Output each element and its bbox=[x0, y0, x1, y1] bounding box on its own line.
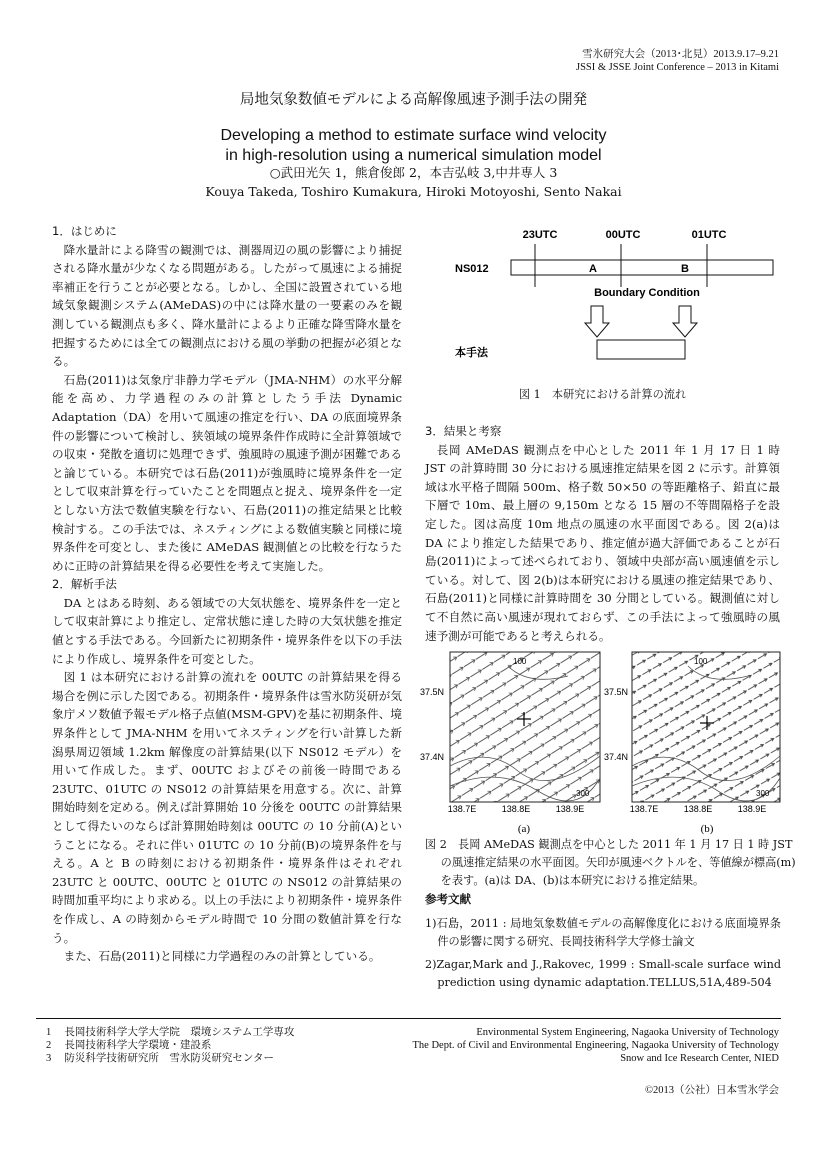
panel-b-contour-label-300: 300 bbox=[756, 789, 770, 798]
affiliation-en-1: Environmental System Engineering, Nagaoka University of Technology bbox=[476, 1027, 779, 1038]
section-heading-method: 2．解析手法 bbox=[52, 577, 117, 592]
panel-b-contour-label-100: 100 bbox=[694, 657, 708, 666]
point-a-label: A bbox=[589, 263, 597, 275]
affiliation-jp-3 bbox=[46, 1052, 294, 1065]
affiliation-text: 防災科学技術研究所 雪氷防災研究センター bbox=[64, 1053, 274, 1065]
affiliation-en-3: Snow and Ice Research Center, NIED bbox=[620, 1053, 779, 1065]
arrow-down-b-icon bbox=[673, 306, 697, 337]
affiliation-number: 2 bbox=[46, 1040, 52, 1052]
figure-2-wind-maps bbox=[418, 646, 783, 836]
paragraph-intro-2: 石島(2011)は気象庁非静力学モデル（JMA-NHM）の水平分解能を高め、力学過程のみの計算としたう手法 Dynamic Adaptation（DA）を用いて風速の推定を行い、DA の底面境界条件の影響について検討し、狭領域の境界条件作成時に全計算領域での収束・発散を適切に処理できず、強風時の風速予測が困難であると論じている。本研究では石島(2011)が強風時に境界条件を一定として収束計算を行っていたことを問題点と捉え、境界条件を一定としない方法で数値実験を行ない、石島(2011)の推定結果と比較検討する。この手法では、ネスティングによる数値実験と同様に境界条件を可変とし、また後に AMeDAS 観測値との比較を行なうために正時の計算結果を得る必要性を考えて実施した。 bbox=[52, 372, 402, 573]
point-b-label: B bbox=[681, 263, 689, 275]
time-label-00utc: 00UTC bbox=[605, 229, 641, 241]
panel-b-lon-label-138-8: 138.8E bbox=[683, 804, 713, 814]
method-timeline-bar bbox=[597, 340, 685, 359]
affiliation-text: 長岡技術科学大学環境・建設系 bbox=[64, 1040, 212, 1052]
paragraph-results: 長岡 AMeDAS 観測点を中心とした 2011 年 1 月 17 日 1 時 JST の計算時間 30 分における風速推定結果を図 2 に示す。計算領域は水平格子間隔 500m、格子数 50×50 の等距離格子、鉛直に最下層で 10m、最上層の 9,150m となる 15 層の不等間隔格子を設定した。図は高度 10m 地点の風速の水平面図である。図 2(a)は DA により推定した結果であり、推定値が過大評価であることが石島(2011)によって述べられており、領域中央部が高い風速値を示している。対して、図 2(b)は本研究における風速の推定結果であり、石島(2011)と同様に計算時間を 30 分間としている。観測値に対して不自然に高い風速が現れておらず、この手法によって強風時の風速予測が可能であると考えられる。 bbox=[425, 442, 780, 643]
panel-b-lat-label-37-5: 37.5N bbox=[604, 687, 629, 697]
panel-a-label: (a) bbox=[517, 823, 531, 835]
references-heading: 参考文献 bbox=[425, 892, 471, 906]
conference-header-en: JSSI & JSSE Joint Conference – 2013 in Kitami bbox=[576, 62, 779, 73]
panel-a-frame bbox=[450, 652, 600, 802]
ns012-label: NS012 bbox=[455, 263, 489, 275]
section-heading-results: 3．結果と考察 bbox=[425, 424, 502, 438]
paragraph-method-2: 図 1 は本研究における計算の流れを 00UTC の計算結果を得る場合を例に示した図である。初期条件・境界条件は雪氷防災研が気象庁メソ数値予報モデル格子点値(MSM-GPV)を基に初期条件、境界条件として JMA-NHM を用いてネスティングを行い計算した新潟県周辺領域 1.2km 解像度の計算結果(以下 NS012 モデル）を用いて作成した。まず、00UTC およびその前後一時間である 23UTC、01UTC の NS012 の計算結果を用意する。次に、計算開始時刻を定める。例えば計算開始 10 分後を 00UTC の計算結果として得たいのならば計算開始時刻は 00UTC の 10 分前(A)ということになる。それに伴い 01UTC の 10 分前(B)の境界条件を与える。A と B の時刻における初期条件・境界条件はそれぞれ 23UTC と 00UTC、00UTC と 01UTC の NS012 の計算結果の時間加重平均により求める。以上の手法により初期条件・境界条件を作成し、A の時刻からモデル時間で 10 分間の数値計算を行なう。 bbox=[52, 670, 402, 945]
affiliation-number: 1 bbox=[46, 1027, 52, 1038]
panel-a-contour-label-100: 100 bbox=[513, 657, 527, 666]
affiliation-jp-1 bbox=[46, 1026, 294, 1039]
affiliation-number: 3 bbox=[46, 1053, 52, 1065]
figure-1-caption: 図 1 本研究における計算の流れ bbox=[518, 388, 687, 401]
ns012-timeline-bar bbox=[511, 260, 773, 275]
figure-2-caption: 図 2 長岡 AMeDAS 観測点を中心とした 2011 年 1 月 17 日 1 時 JST の風速推定結果の水平面図。矢印が風速ベクトルを、等値線が標高(m)を表す。(a)は DA、(b)は本研究における推定結果。 bbox=[425, 838, 796, 887]
affiliation-list-en bbox=[413, 1026, 779, 1066]
panel-b-lon-label-138-9: 138.9E bbox=[737, 804, 767, 814]
panel-a-lon-label-138-7: 138.7E bbox=[447, 804, 477, 814]
panel-b-lat-label-37-4: 37.4N bbox=[604, 752, 629, 762]
arrow-down-a-icon bbox=[585, 306, 609, 337]
panel-b-label: (b) bbox=[700, 823, 714, 835]
panel-a-lon-label-138-9: 138.9E bbox=[555, 804, 585, 814]
left-column bbox=[52, 222, 402, 966]
figure-1-flow-diagram bbox=[425, 224, 785, 384]
affiliation-text: 長岡技術科学大学大学院 環境システム工学専攻 bbox=[64, 1027, 295, 1038]
conference-header bbox=[576, 48, 779, 74]
footer-rule bbox=[36, 1018, 781, 1019]
paragraph-intro-1: 降水量計による降雪の観測では、測器周辺の風の影響により捕捉される降水量が少なくなる問題がある。したがって風速による捕捉率補正を行うことが必要となる。しかし、全国に設置されている地域気象観測システム(AMeDAS)の中には降水量の一要素のみを観測している観測点も多く、降水量計によるより正確な降雪降水量を把握するためには全ての観測点における風の挙動の把握が必須となる。 bbox=[52, 242, 402, 369]
panel-a-lon-label-138-8: 138.8E bbox=[501, 804, 531, 814]
title-english-line2: in high-resolution using a numerical simulation model bbox=[225, 147, 602, 164]
authors-english: Kouya Takeda, Toshiro Kumakura, Hiroki Motoyoshi, Sento Nakai bbox=[205, 184, 622, 199]
references bbox=[425, 890, 781, 993]
title-english-line1: Developing a method to estimate surface wind velocity bbox=[220, 127, 607, 144]
time-label-23utc: 23UTC bbox=[522, 229, 558, 241]
affiliation-list-jp bbox=[46, 1026, 294, 1066]
conference-header-jp: 雪氷研究大会（2013･北見）2013.9.17–9.21 bbox=[582, 49, 779, 60]
copyright: ©2013（公社）日本雪氷学会 bbox=[645, 1085, 779, 1096]
reference-1: 1)石島，2011 : 局地気象数値モデルの高解像度化における底面境界条件の影響に関する研究、長岡技術科学大学修士論文 bbox=[425, 916, 781, 949]
affiliation-en-2: The Dept. of Civil and Environmental Engineering, Nagaoka University of Technology bbox=[412, 1040, 779, 1052]
panel-a-wind-map bbox=[420, 652, 600, 835]
panel-a-lat-label-37-5: 37.5N bbox=[420, 687, 445, 697]
paragraph-method-3: また、石島(2011)と同様に力学過程のみの計算としている。 bbox=[63, 949, 381, 964]
method-label: 本手法 bbox=[455, 347, 488, 359]
panel-b-frame bbox=[632, 652, 780, 802]
section-heading-introduction: 1．はじめに bbox=[52, 224, 117, 238]
authors-japanese: ○武田光矢 1，熊倉俊郎 2，本吉弘岐 3,中井専人 3 bbox=[269, 165, 558, 180]
reference-2: 2)Zagar,Mark and J.,Rakovec, 1999 : Small-scale surface wind prediction using dynamic adaptation.TELLUS,51A,489-504 bbox=[425, 957, 781, 990]
paragraph-method-1: DA とはある時刻、ある領域での大気状態を、境界条件を一定として収束計算により推定し、定常状態に達した時の大気状態を推定値とする手法である。今回新たに初期条件・境界条件を以下の手法により作成し、境界条件を可変とした。 bbox=[52, 595, 402, 666]
title-japanese: 局地気象数値モデルによる高解像風速予測手法の開発 bbox=[239, 92, 588, 108]
right-column bbox=[425, 422, 780, 645]
panel-b-wind-map bbox=[604, 652, 780, 835]
time-label-01utc: 01UTC bbox=[691, 229, 727, 241]
affiliation-jp-2 bbox=[46, 1039, 294, 1052]
panel-b-lon-label-138-7: 138.7E bbox=[629, 804, 659, 814]
boundary-condition-label: Boundary Condition bbox=[594, 287, 700, 299]
panel-a-contour-label-300: 300 bbox=[576, 789, 590, 798]
panel-a-lat-label-37-4: 37.4N bbox=[420, 752, 445, 762]
